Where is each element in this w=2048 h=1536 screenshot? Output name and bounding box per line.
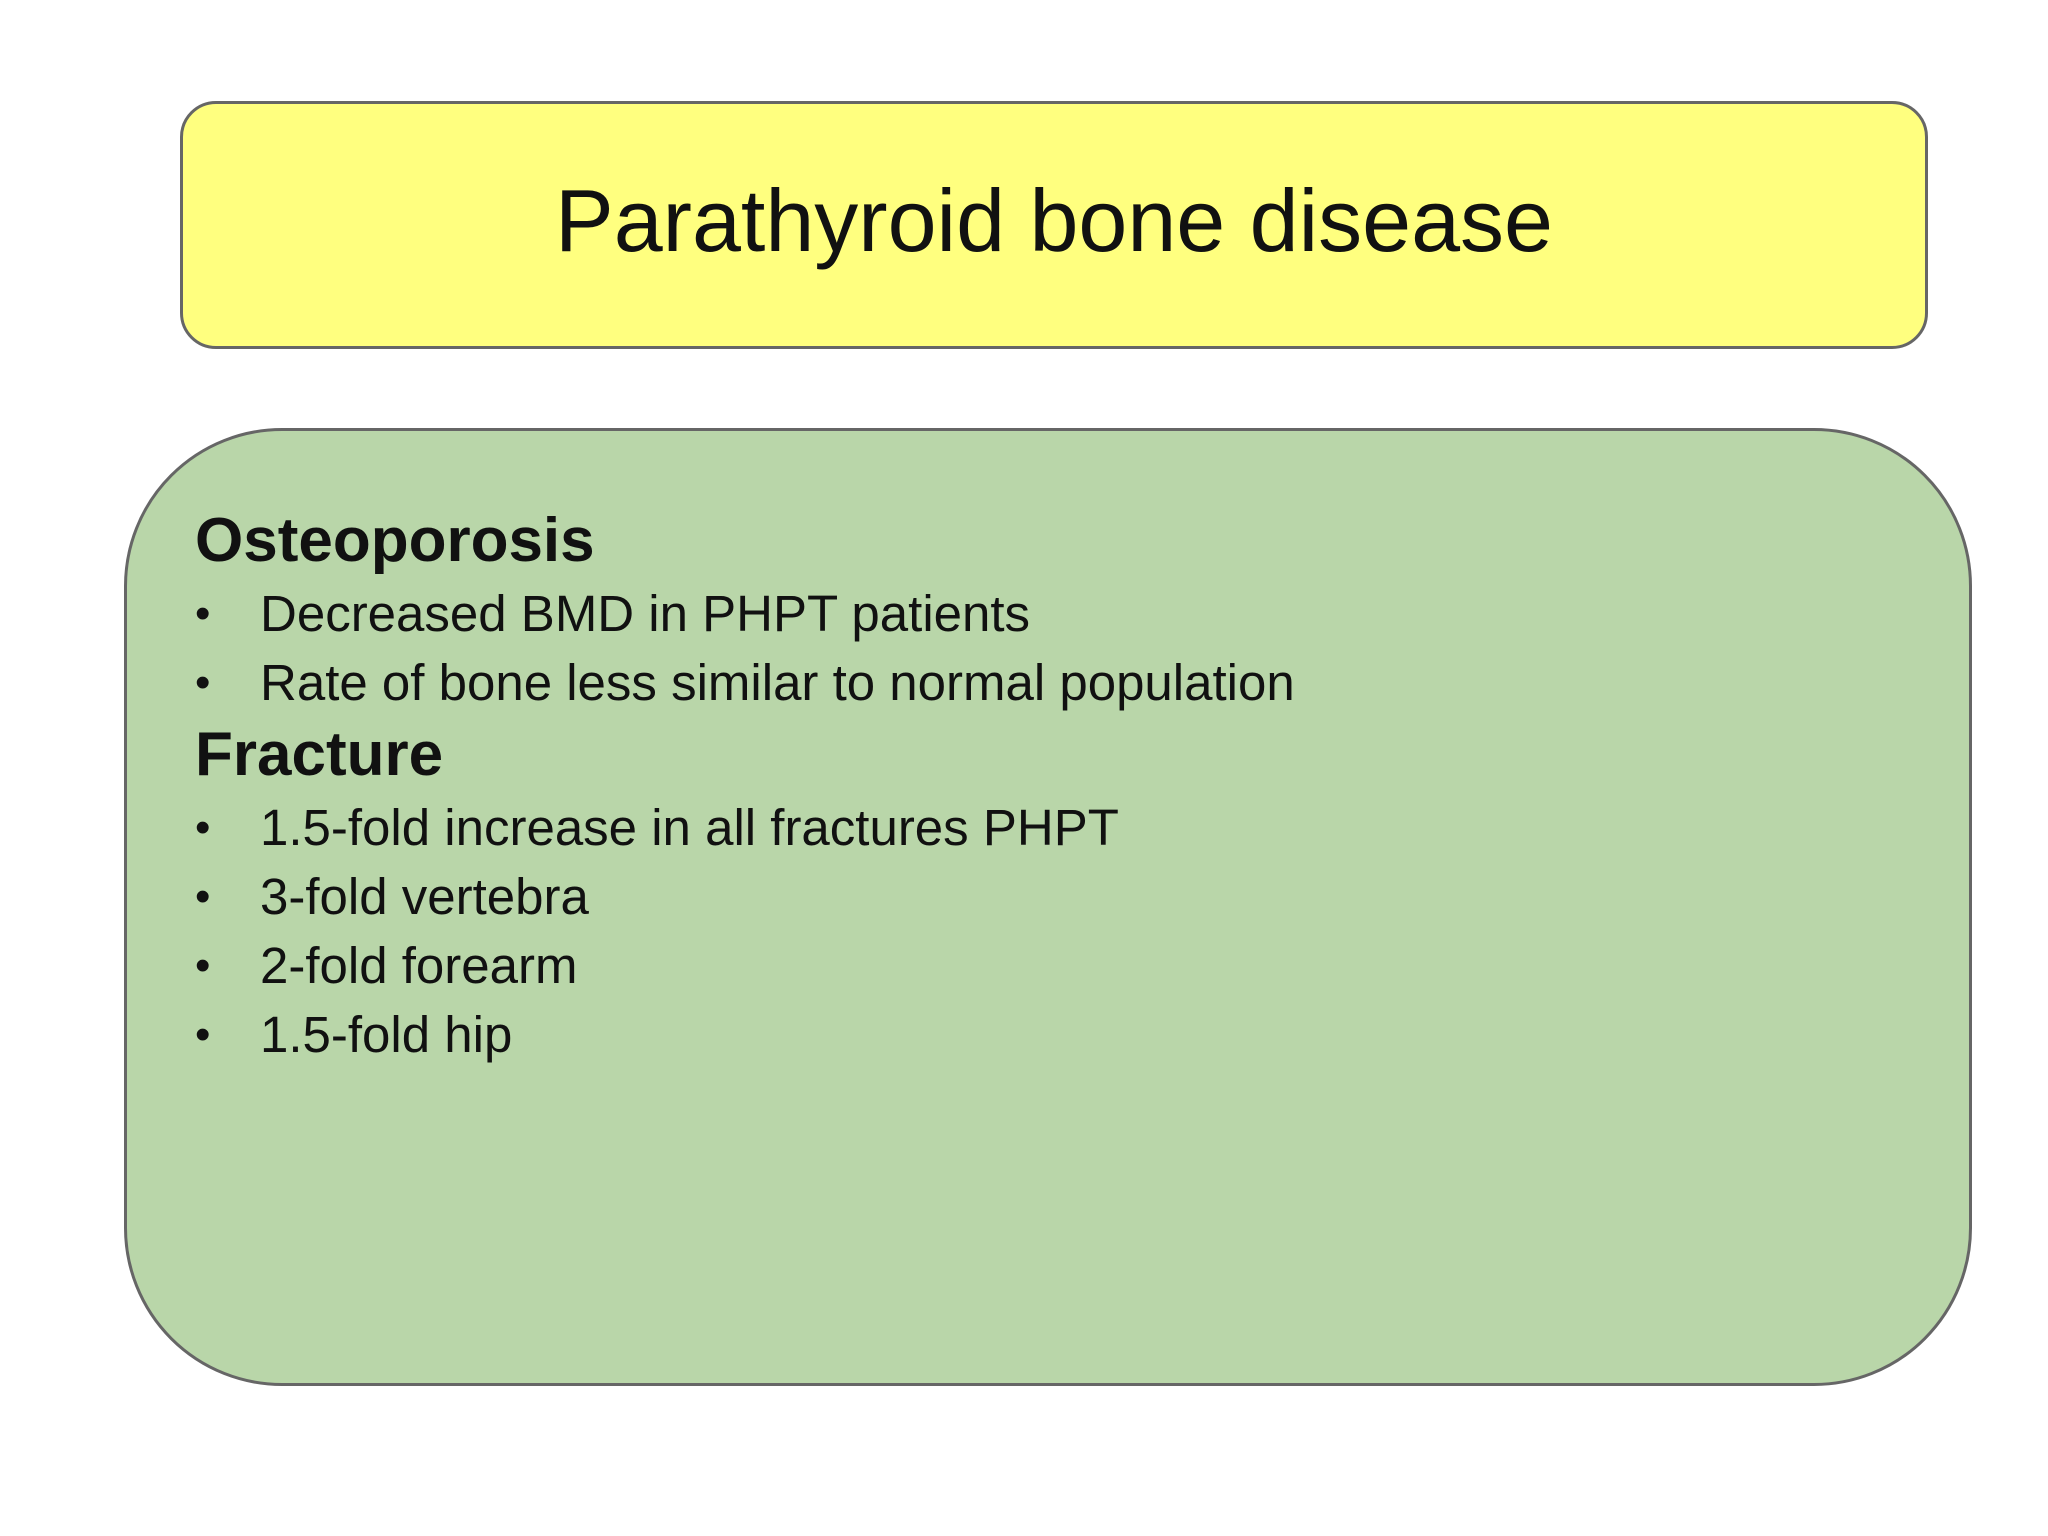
bullet-icon: •	[195, 658, 211, 707]
bullet-icon: •	[195, 941, 211, 990]
bullet-text: Decreased BMD in PHPT patients	[260, 585, 1031, 642]
content-body	[195, 503, 1909, 1069]
slide-title: Parathyroid bone disease	[555, 171, 1553, 270]
bullet-item	[195, 1000, 1909, 1069]
bullet-text: 2-fold forearm	[260, 937, 578, 994]
bullet-icon: •	[195, 803, 211, 852]
osteoporosis-bullet-list	[195, 579, 1909, 717]
section-heading-fracture: Fracture	[195, 720, 444, 789]
bullet-item	[195, 579, 1909, 648]
bullet-icon: •	[195, 1010, 211, 1059]
title-box	[180, 101, 1928, 349]
bullet-text: Rate of bone less similar to normal population	[260, 654, 1295, 711]
content-box	[124, 428, 1972, 1386]
bullet-item	[195, 862, 1909, 931]
bullet-icon: •	[195, 589, 211, 638]
bullet-text: 1.5-fold hip	[260, 1006, 513, 1063]
fracture-bullet-list	[195, 793, 1909, 1069]
bullet-icon: •	[195, 872, 211, 921]
bullet-item	[195, 793, 1909, 862]
bullet-text: 1.5-fold increase in all fractures PHPT	[260, 799, 1119, 856]
bullet-item	[195, 648, 1909, 717]
bullet-text: 3-fold vertebra	[260, 868, 589, 925]
section-heading-osteoporosis: Osteoporosis	[195, 506, 595, 575]
bullet-item	[195, 931, 1909, 1000]
